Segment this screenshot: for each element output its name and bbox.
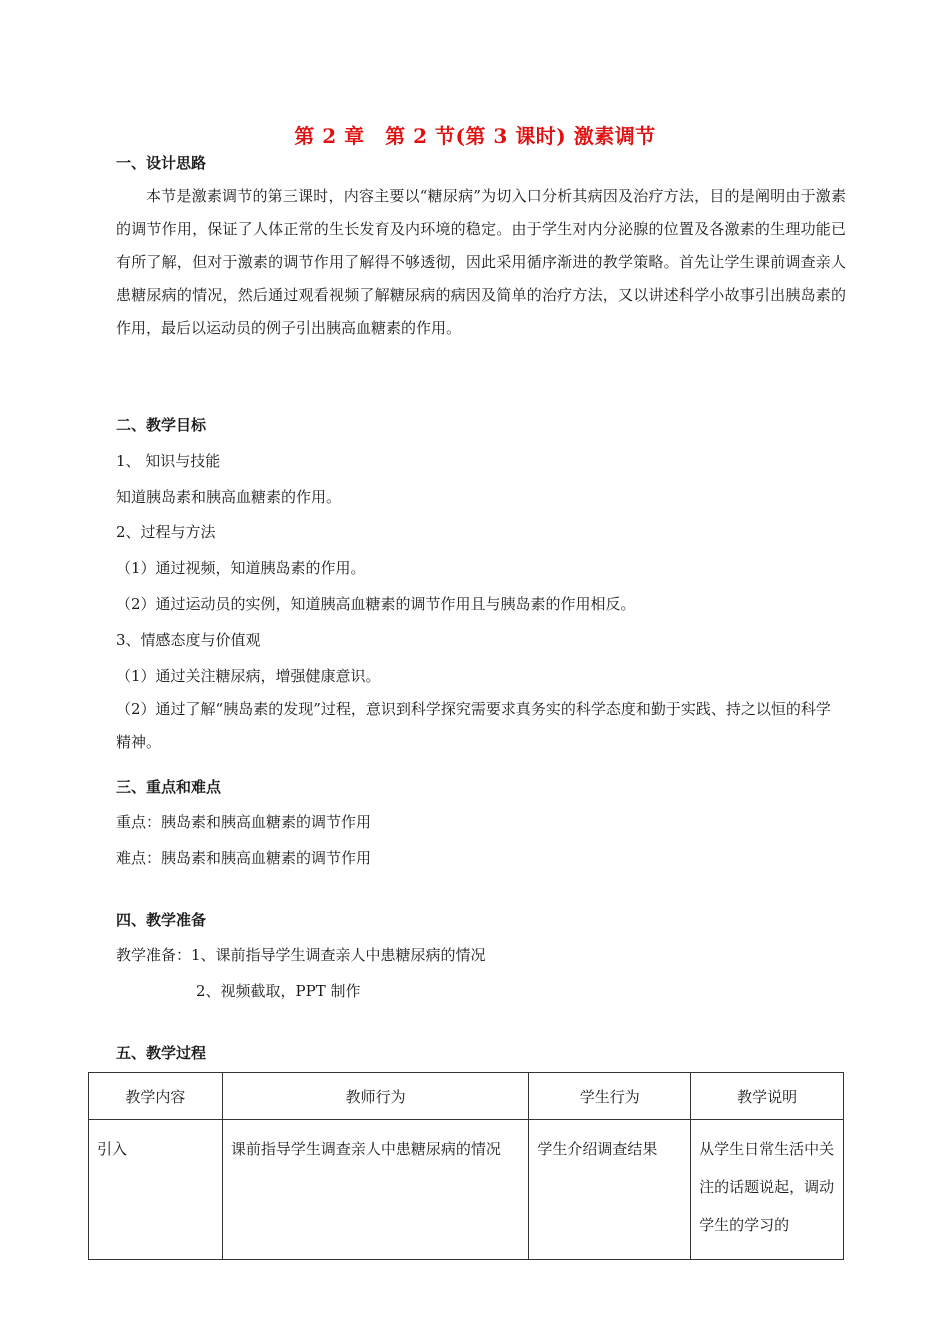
- section-heading-keypoints: 三、重点和难点: [116, 778, 222, 796]
- table-row: [89, 1120, 844, 1260]
- section-heading-design: 一、设计思路: [116, 154, 207, 172]
- section-heading-goals: 二、教学目标: [116, 416, 207, 434]
- goal-knowledge-text: 知道胰岛素和胰高血糖素的作用。: [116, 488, 342, 506]
- design-paragraph: 本节是激素调节的第三课时，内容主要以“糖尿病”为切入口分析其病因及治疗方法，目的是阐明由于激素的调节作用，保证了人体正常的生长发育及内环境的稳定。由于学生对内分泌腺的位置及各激素的生理功能已有所了解，但对于激素的调节作用了解得不够透彻，因此采用循序渐进的教学策略。首先让学生课前调查亲人患糖尿病的情况，然后通过观看视频了解糖尿病的病因及简单的治疗方法，又以讲述科学小故事引出胰岛素的作用，最后以运动员的例子引出胰高血糖素的作用。: [116, 187, 846, 337]
- cell-teacher: 课前指导学生调查亲人中患糖尿病的情况: [222, 1120, 529, 1260]
- header-note: 教学说明: [691, 1073, 844, 1120]
- goal-process-a: （1）通过视频，知道胰岛素的作用。: [116, 559, 366, 577]
- cell-student: 学生介绍调查结果: [529, 1120, 691, 1260]
- cell-content: 引入: [89, 1120, 223, 1260]
- goal-item-attitude: 3、情感态度与价值观: [116, 631, 261, 649]
- cell-note: 从学生日常生活中关注的话题说起，调动学生的学习的: [691, 1120, 844, 1260]
- header-content: 教学内容: [89, 1073, 223, 1120]
- section-heading-preparation: 四、教学准备: [116, 911, 207, 929]
- difficult-point: 难点：胰岛素和胰高血糖素的调节作用: [116, 849, 372, 867]
- goal-item-process: 2、过程与方法: [116, 523, 216, 541]
- preparation-line-2: 2、视频截取，PPT 制作: [196, 982, 361, 1000]
- document-title: 第 2 章 第 2 节(第 3 课时) 激素调节: [294, 124, 656, 148]
- goal-attitude-b: （2）通过了解“胰岛素的发现”过程，意识到科学探究需要求真务实的科学态度和勤于实践、持之以恒的科学精神。: [116, 700, 831, 751]
- header-teacher: 教师行为: [222, 1073, 529, 1120]
- process-table: [88, 1072, 844, 1260]
- goal-attitude-a: （1）通过关注糖尿病，增强健康意识。: [116, 667, 381, 685]
- goal-item-knowledge: 1、 知识与技能: [116, 452, 221, 470]
- key-point: 重点：胰岛素和胰高血糖素的调节作用: [116, 813, 372, 831]
- header-student: 学生行为: [529, 1073, 691, 1120]
- goal-process-b: （2）通过运动员的实例，知道胰高血糖素的调节作用且与胰岛素的作用相反。: [116, 595, 636, 613]
- preparation-line-1: 教学准备：1、课前指导学生调查亲人中患糖尿病的情况: [116, 946, 486, 964]
- section-heading-process: 五、教学过程: [116, 1044, 207, 1062]
- table-header-row: [89, 1073, 844, 1120]
